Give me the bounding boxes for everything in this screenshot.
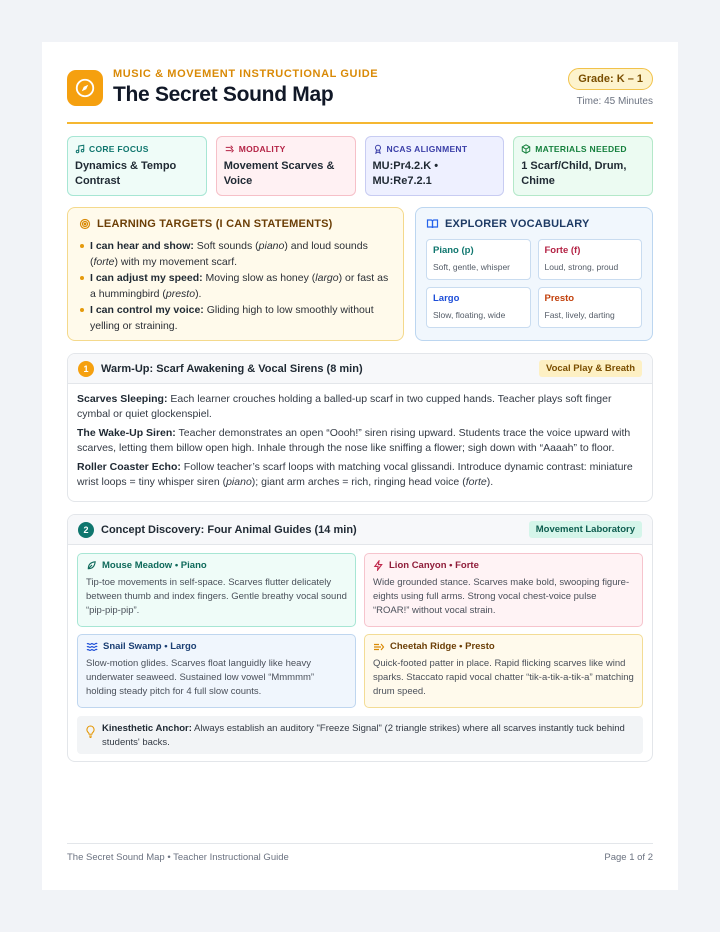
footer-title: The Secret Sound Map • Teacher Instructional Guide [67, 852, 289, 863]
section-title: Warm-Up: Scarf Awakening & Vocal Sirens (8 min) [101, 362, 363, 375]
animal-card-cheetah: Cheetah Ridge • Presto Quick-footed patter in place. Rapid flicking scarves like wind sparks. Staccato rapid vocal chatter “tik-a-tik-a-tik-a” matching drum speed. [364, 634, 643, 708]
section-tag: Movement Laboratory [529, 521, 642, 538]
ncas-card [365, 136, 505, 196]
target-item: I can adjust my speed: Moving slow as honey (largo) or fast as a hummingbird (presto). [79, 270, 392, 302]
lightbulb-icon [85, 725, 96, 738]
meta-cards [67, 136, 653, 196]
waves-icon [86, 642, 98, 652]
materials-card [513, 136, 653, 196]
footer [67, 843, 653, 863]
warmup-section [67, 353, 653, 502]
target-item: I can control my voice: Gliding high to low smoothly without yelling or straining. [79, 302, 392, 334]
page-title: The Secret Sound Map [113, 83, 334, 106]
section-title: Concept Discovery: Four Animal Guides (14 min) [101, 523, 357, 536]
paragraph: The Wake-Up Siren: Teacher demonstrates an open “Oooh!” siren rising upward. Students trace the voice upward with scarves, letting them billow open high. Inhale through the nose like sniffing a flower; sigh down with “Aaaah” to floor. [77, 427, 631, 454]
animal-card-mouse: Mouse Meadow • Piano Tip-toe movements in self-space. Scarves flutter delicately between thumb and index fingers. Gentle breathy vocal sound “pip-pip-pip”. [77, 553, 356, 627]
header-divider [67, 122, 653, 124]
step-number: 1 [78, 361, 94, 377]
vocab-card-piano: Piano (p) Soft, gentle, whisper [426, 239, 531, 280]
modality-card [216, 136, 356, 196]
paragraph: Scarves Sleeping: Each learner crouches holding a balled-up scarf in two cupped hands. Teacher plays soft finger cymbal or quiet glockenspiel. [77, 393, 612, 420]
vocab-card-presto: Presto Fast, lively, darting [538, 287, 643, 328]
materials-value: 1 Scarf/Child, Drum, Chime [521, 160, 627, 187]
wave-arrow-icon [224, 144, 235, 154]
music-note-icon [75, 144, 85, 154]
award-icon [373, 144, 383, 154]
vocab-card-forte: Forte (f) Loud, strong, proud [538, 239, 643, 280]
duration-label: Time: 45 Minutes [576, 96, 653, 107]
ncas-label: NCAS ALIGNMENT [386, 144, 468, 154]
modality-value: Movement Scarves & Voice [223, 160, 335, 187]
step-number: 2 [78, 522, 94, 538]
core-focus-value: Dynamics & Tempo Contrast [75, 160, 177, 187]
animal-card-snail: Snail Swamp • Largo Slow-motion glides. Scarves float languidly like heavy underwater seaweed. Sustained low vowel “Mmmmm” holding steady pitch for 4 full slow counts. [77, 634, 356, 708]
compass-icon [67, 70, 103, 106]
section-tag: Vocal Play & Breath [539, 360, 642, 377]
target-icon [79, 218, 91, 230]
modality-label: MODALITY [238, 144, 286, 154]
core-focus-label: CORE FOCUS [89, 144, 149, 154]
package-icon [521, 144, 531, 154]
core-focus-card [67, 136, 207, 196]
paragraph: Roller Coaster Echo: Follow teacher’s scarf loops with matching vocal glissandi. Introduce dynamic contrast: miniature wrist loops = tiny whisper siren (piano); giant arm arches = rich, ringing head voice (forte). [77, 461, 633, 488]
lightning-icon [373, 560, 384, 571]
vocabulary-heading: EXPLORER VOCABULARY [445, 218, 590, 230]
kinesthetic-anchor-note: Kinesthetic Anchor: Always establish an auditory "Freeze Signal" (2 triangle strikes) where all scarves instantly tuck behind students' backs. [77, 716, 643, 754]
guide-kicker: MUSIC & MOVEMENT INSTRUCTIONAL GUIDE [113, 68, 379, 80]
header [67, 68, 653, 120]
vocabulary-box [415, 207, 653, 341]
book-icon [426, 218, 439, 230]
animal-card-lion: Lion Canyon • Forte Wide grounded stance. Scarves make bold, swooping figure-eights using full arms. Strong vocal chest-voice pulse “ROAR!” without vocal strain. [364, 553, 643, 627]
leaf-icon [86, 560, 97, 571]
vocab-card-largo: Largo Slow, floating, wide [426, 287, 531, 328]
brand [67, 68, 378, 107]
page-number: Page 1 of 2 [604, 852, 653, 863]
target-item: I can hear and show: Soft sounds (piano) and loud sounds (forte) with my movement scarf. [79, 238, 392, 270]
learning-targets-box [67, 207, 404, 341]
materials-label: MATERIALS NEEDED [535, 144, 627, 154]
page [42, 42, 678, 890]
discovery-section [67, 514, 653, 762]
learning-targets-heading: LEARNING TARGETS (I CAN STATEMENTS) [97, 218, 333, 230]
grade-badge: Grade: K – 1 [568, 68, 653, 90]
fast-forward-icon [373, 642, 385, 652]
ncas-value: MU:Pr4.2.K • MU:Re7.2.1 [372, 160, 439, 187]
